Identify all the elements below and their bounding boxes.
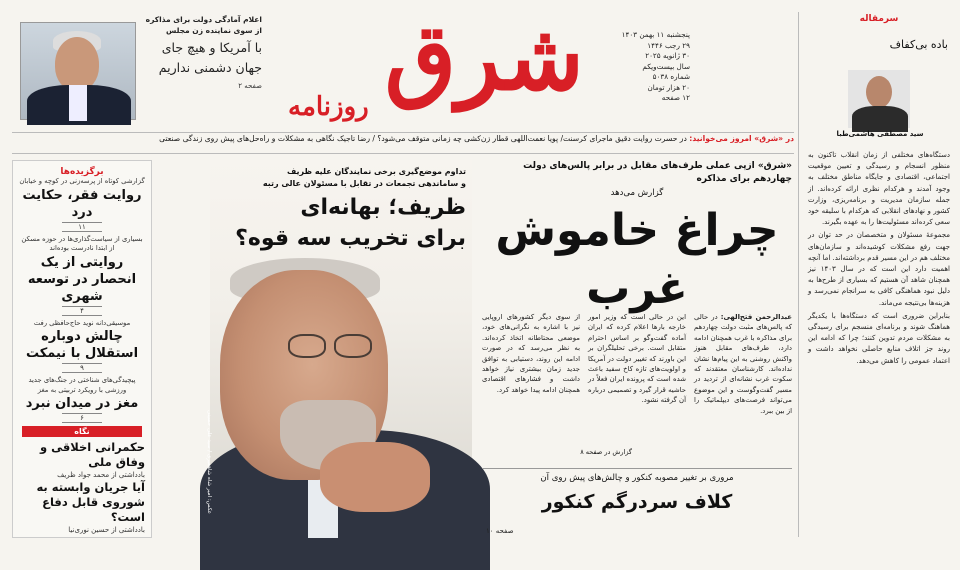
lead-continued[interactable] <box>482 448 632 456</box>
zarif-kicker-1: تداوم موضع‌گیری برخی نمایندگان علیه ظریف <box>287 167 466 176</box>
highlights-header: برگزیده‌ها <box>60 167 104 177</box>
issue-number: شماره ۵۰۳۸ <box>652 72 690 81</box>
lead-column-right <box>694 312 792 446</box>
lead-column-left: از سوی دیگر کشورهای اروپایی نیز با اشاره به نگرانی‌های خود، موضعی محتاطانه اتخاذ کرده‌اند. به نظر می‌رسد که در صورت ادامه این روند، دستیابی به توافق جدید زمان بیشتری نیاز خواهد داشت و فشارهای اقتصادی همچنان ادامه پیدا خواهد کرد. <box>482 313 580 394</box>
in-this-issue-ticker[interactable] <box>12 132 794 154</box>
column-divider <box>798 12 799 537</box>
highlights-column <box>12 160 152 538</box>
highlight-page: ۱۱ <box>62 222 102 232</box>
zarif-headline-2: برای تخریب سه قوه؟ <box>235 226 466 251</box>
konkur-page: صفحه ۱۰ <box>486 527 514 535</box>
highlight-item[interactable] <box>13 376 151 423</box>
highlight-title: مغز در میدان نبرد <box>25 396 139 411</box>
highlight-item[interactable] <box>13 319 151 374</box>
opinion-item[interactable] <box>13 440 151 480</box>
highlight-kicker: پیچیدگی‌های شناختی در جنگ‌های جدید ورزشی با رویکرد تربیتی به مغز <box>28 376 136 394</box>
highlight-title: چالش دوباره استقلال با نیمکت <box>25 329 139 361</box>
lead-body <box>482 312 792 446</box>
editorial-paragraph: مجموعهٔ مسئولان و متخصصان در حد توان در جهت رفع مشکلات کوشیده‌اند و سازمان‌های مختلف هم در این مسیر قدم برداشته‌اند. اما آنچه اهمیت دارد این است که در سال ۱۴۰۳ نیز همچنان شاهد آن هستیم که بسیاری از طرح‌ها به دلیل نبود هماهنگی کافی به سرانجام نمی‌رسد و هزینه‌ها بی‌نتیجه می‌ماند. <box>808 231 950 307</box>
highlight-kicker: گزارشی کوتاه از پرسه‌زنی در کوچه و خیابان <box>19 177 145 185</box>
highlight-item[interactable] <box>13 177 151 232</box>
zarif-kicker-2: و ساماندهی تجمعات در تقابل با مسئولان عالی رتبه <box>262 179 466 188</box>
konkur-story[interactable] <box>482 468 792 535</box>
konkur-headline: کلاف سردرگم کنکور <box>541 491 733 513</box>
editorial-tag: سرمقاله <box>859 14 899 24</box>
editorial-column[interactable] <box>806 12 952 537</box>
photo-credit: عکس: امیر شاه شاهمیری / سید علی حسینی <box>206 410 212 515</box>
continued-page: ۸ <box>580 448 584 456</box>
masthead-logo <box>282 3 584 128</box>
konkur-kicker: مروری بر تغییر مصوبه کنکور و چالش‌های پیش روی آن <box>540 473 734 483</box>
photo-glasses-left <box>288 334 326 358</box>
photo-glasses-right <box>334 334 372 358</box>
promo-kicker-2: از سوی نماینده زن مجلس <box>165 26 262 35</box>
zarif-headline-1: ظریف؛ بهانه‌ای <box>300 195 466 220</box>
date-weekday: پنجشنبه ۱۱ بهمن ۱۴۰۳ <box>621 30 690 39</box>
zarif-text <box>210 160 472 252</box>
editorial-title: باده بی‌کفاف <box>889 38 948 51</box>
dateline <box>590 30 690 104</box>
opinion-author: بادداشتی از محمد جواد ظریف <box>57 471 145 479</box>
highlight-page: ۹ <box>62 363 102 373</box>
lead-headline-2: غرب <box>586 263 688 314</box>
zarif-photo-story[interactable] <box>206 160 472 535</box>
promo-headline-2: جهان دشمنی نداریم <box>158 60 262 75</box>
lead-kicker-2: گزارش می‌دهد <box>610 188 664 198</box>
promo-box[interactable] <box>12 14 262 126</box>
promo-photo <box>20 22 136 120</box>
promo-text <box>138 14 262 90</box>
promo-page: صفحه ۲ <box>238 82 262 90</box>
price: ۲۰ هزار تومان <box>647 82 690 92</box>
editorial-paragraph: دستگاه‌های مختلفی از زمان انقلاب تا‌کنون به منظور انسجام و رسیدگی و تعیین موقعیت اجتماعی، اقتصادی و جایگاه مناطق مختلف به وجود آمدند و هر‌کدام نظری ارائه کرده‌اند. از جمله سازمان مدیریت و برنامه‌ریزی، وزارت کشور و نهادهای انقلابی که هر‌کدام با سلیقه خود سعی کرده‌اند مسئولیت‌ها را به عهده بگیرند. <box>808 151 950 227</box>
opinion-item[interactable] <box>13 480 151 535</box>
lead-byline: عبدالرحمن فتح‌الهی: <box>720 313 792 321</box>
date-gregorian: ۳۰ ژانویه ۲۰۲۵ <box>645 51 690 60</box>
highlight-page: ۶ <box>62 413 102 423</box>
editorial-author-photo <box>848 70 910 128</box>
opinion-author: بادداشتی از حسین نوری‌نیا <box>68 526 145 534</box>
editorial-author: سید مصطفی هاشمی‌طبا <box>836 130 924 138</box>
editorial-body <box>808 150 950 369</box>
opinion-title: حکمرانی اخلاقی و وفاق ملی <box>39 440 145 469</box>
opinion-title: آیا جریان وابسته به شوروی قابل دفاع است؟ <box>36 480 145 524</box>
highlight-kicker: بسیاری از سیاست‌گذاری‌ها در حوزه مسکن از ابتدا نادرست بوده‌اند <box>21 234 143 252</box>
lead-text: در حالی که پالس‌های مثبت دولت چهاردهم برای مذاکره با غرب همچنان ادامه دارد، طرف‌های مقابل هنوز واکنش روشنی به این پیام‌ها نشان نداده‌اند. کارشناسان معتقدند که سکوت غرب نشانه‌ای از تردید در مسیر گفت‌وگوست و این موضوع می‌تواند فرصت‌های دیپلماتیک را از بین ببرد. <box>694 313 792 415</box>
highlight-page: ۴ <box>62 306 102 316</box>
lead-headline-1: چراغ خاموش <box>495 205 779 256</box>
logo-wordmark: شرق <box>384 3 584 111</box>
ticker-lead: در «شرق» امروز می‌خوانید: <box>689 134 794 143</box>
highlight-kicker: موسیقی‌دانه نوید حاج‌حافظی رفت <box>33 318 131 327</box>
lead-kicker: «شرق» از‌پی عملی طرف‌های مقابل در برابر پالس‌های دولت چهاردهم برای مذاکره <box>523 161 792 184</box>
continued-label: گزارش در صفحه <box>585 448 632 456</box>
page-count: ۱۲ صفحه <box>661 93 690 102</box>
publication-year: سال بیست‌ویکم <box>642 61 690 71</box>
highlight-title: روایتی از یک انحصار در توسعه شهری <box>27 254 137 304</box>
highlight-item[interactable] <box>13 235 151 316</box>
logo-subtitle: روزنامه <box>288 92 369 122</box>
editorial-paragraph: بنابراین ضروری است که دستگاه‌ها با یکدیگر هماهنگ شوند و برنامه‌ای منسجم برای رسیدگی به مشکلات مردم تدوین کنند؛ چرا که ادامه این روند جز اتلاف منابع حاصلی نخواهد داشت و اعتماد عمومی را کاهش می‌دهد. <box>808 311 950 365</box>
promo-headline-1: با آمریکا و هیچ جای <box>161 40 262 55</box>
opinion-tag: نگاه <box>22 426 142 437</box>
promo-kicker-1: اعلام آمادگی دولت برای مذاکره <box>145 15 262 24</box>
ticker-items: در حسرت روایت دقیق ماجرای کرسنت/ پویا نعمت‌اللهی قطار زن‌کشی چه زمانی متوقف می‌شود؟ / رضا تاجیک نگاهی به مشکلات و راه‌حل‌های پیش روی زندگی صنعتی <box>159 134 687 143</box>
lead-column-middle: این در حالی است که وزیر امور خارجه بارها اعلام کرده که ایران آماده گفت‌وگو بر اساس احترام متقابل است. برخی تحلیلگران بر این باورند که تغییر دولت در آمریکا و اولویت‌های تازه کاخ سفید باعث شده است که پرونده ایران فعلاً در حاشیه قرار گیرد و تصمیمی درباره آن گرفته نشود. <box>588 313 686 405</box>
highlight-title: روایت فقر، حکایت درد <box>22 187 142 220</box>
photo-hand <box>320 442 430 512</box>
date-hijri: ۲۹ رجب ۱۴۴۶ <box>647 40 690 50</box>
